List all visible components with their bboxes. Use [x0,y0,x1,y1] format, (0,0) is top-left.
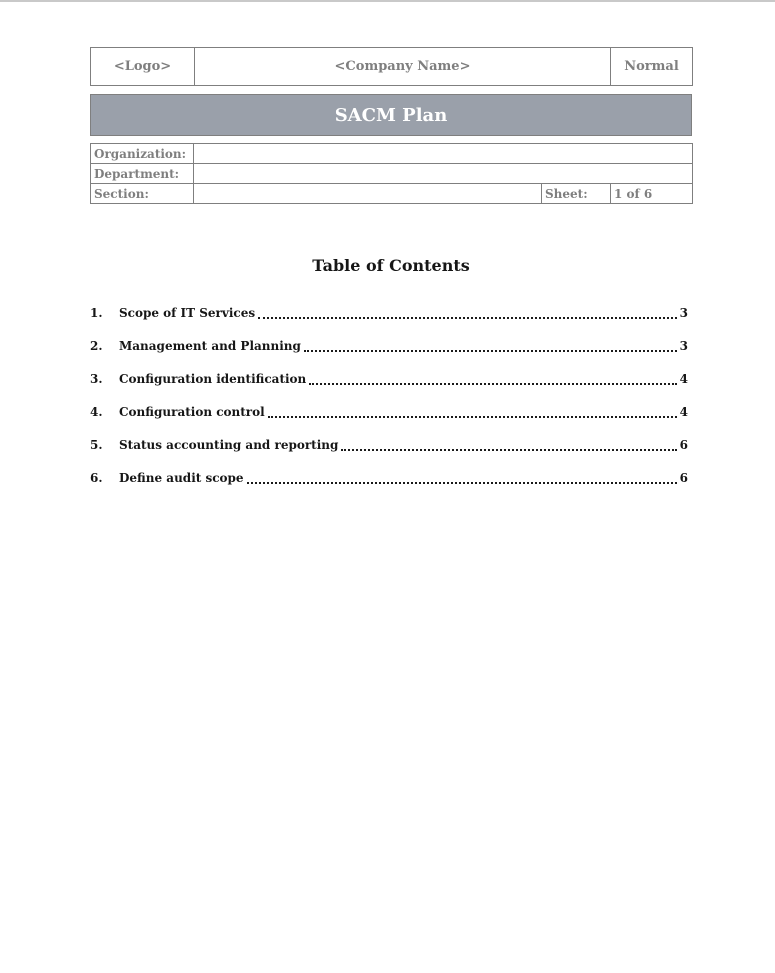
toc-dot-leader [247,482,677,484]
header-row [91,48,693,86]
toc-entry-number: 5. [90,438,103,452]
document-title: SACM Plan [334,104,448,126]
toc-entry-page: 6 [679,438,688,452]
company-name-cell: <Company Name> [195,48,611,86]
toc-entry[interactable] [90,471,688,488]
toc-entry[interactable] [90,438,688,455]
toc-entry-label: Scope of IT Services [119,306,256,320]
department-label: Department: [91,164,194,184]
toc-entry-number: 6. [90,471,103,485]
document-info-table [90,143,693,204]
toc-entry-label: Configuration control [119,405,265,419]
toc-dot-leader [341,449,676,451]
toc-dot-leader [258,317,677,319]
document-title-banner [90,94,692,136]
toc-title: Table of Contents [312,256,470,275]
sheet-label: Sheet: [542,184,611,204]
toc-entry-page: 3 [679,339,688,353]
toc-entry-page: 4 [679,405,688,419]
doc-type-cell: Normal [611,48,693,86]
toc-dot-leader [268,416,677,418]
organization-row [91,144,693,164]
organization-label: Organization: [91,144,194,164]
page-boundary-line [0,0,775,2]
department-row [91,164,693,184]
section-row [91,184,693,204]
organization-value-field[interactable] [194,144,693,164]
toc-entry[interactable] [90,405,688,422]
toc-entry[interactable] [90,372,688,389]
sheet-value: 1 of 6 [611,184,693,204]
toc-entry-number: 1. [90,306,103,320]
toc-entry-page: 3 [679,306,688,320]
document-content [90,47,692,504]
toc-entry-page: 6 [679,471,688,485]
toc-entry-label: Management and Planning [119,339,301,353]
toc-entry[interactable] [90,306,688,323]
toc-entry-label: Configuration identification [119,372,307,386]
toc-list [90,306,692,488]
section-label: Section: [91,184,194,204]
toc-entry-number: 2. [90,339,103,353]
document-header-table [90,47,693,86]
department-value-field[interactable] [194,164,693,184]
toc-entry-number: 3. [90,372,103,386]
section-value-field[interactable] [194,184,542,204]
toc-dot-leader [309,383,676,385]
toc-entry-label: Status accounting and reporting [119,438,339,452]
toc-dot-leader [304,350,677,352]
toc-entry[interactable] [90,339,688,356]
logo-placeholder-cell: <Logo> [91,48,195,86]
toc-entry-number: 4. [90,405,103,419]
toc-entry-label: Define audit scope [119,471,244,485]
toc-entry-page: 4 [679,372,688,386]
